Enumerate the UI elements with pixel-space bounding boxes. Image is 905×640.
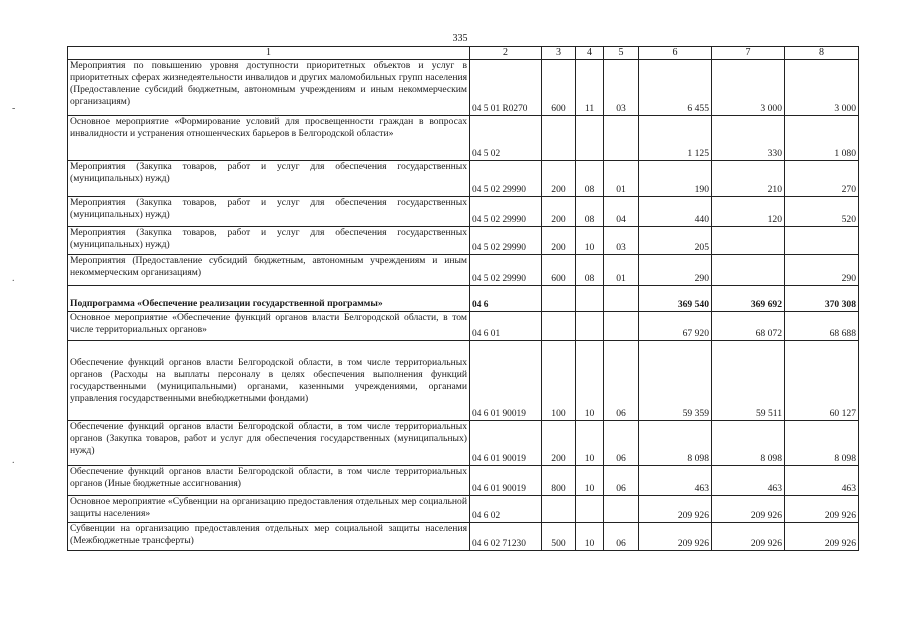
row-name: Субвенции на организацию предоставления отдельных мер социальной защиты населения (Межбюджетные трансферты) — [68, 523, 470, 551]
row-value-1: 209 926 — [639, 496, 712, 523]
row-value-1: 290 — [639, 255, 712, 286]
row-value-3: 209 926 — [785, 496, 859, 523]
row-pr: 06 — [604, 523, 639, 551]
row-rz: 08 — [576, 197, 604, 227]
row-name: Основное мероприятие «Формирование условий для просвещенности граждан в вопросах инвалидности и устранения отношенческих барьеров в Белгородской области» — [68, 116, 470, 161]
row-pr: 06 — [604, 421, 639, 466]
row-value-1: 463 — [639, 466, 712, 496]
table-row — [68, 466, 859, 496]
row-name: Мероприятия (Закупка товаров, работ и услуг для обеспечения государственных (муниципальных) нужд) — [68, 161, 470, 197]
row-value-3: 370 308 — [785, 286, 859, 312]
row-value-2: 210 — [712, 161, 785, 197]
table-row — [68, 421, 859, 466]
row-vr — [542, 116, 576, 161]
row-name: Обеспечение функций органов власти Белгородской области, в том числе территориальных органов (Расходы на выплаты персоналу в целях обеспечения выполнения функций государственными (муниципальными) органами, казенными учреждениями, органами управления государственными внебюджетными фондами) — [68, 341, 470, 421]
row-value-1: 1 125 — [639, 116, 712, 161]
row-vr: 200 — [542, 197, 576, 227]
row-vr: 200 — [542, 421, 576, 466]
header-col-3: 3 — [542, 47, 576, 60]
row-rz: 10 — [576, 466, 604, 496]
row-value-3: 8 098 — [785, 421, 859, 466]
row-vr: 600 — [542, 60, 576, 116]
row-value-1: 67 920 — [639, 312, 712, 341]
scan-mark: . — [12, 455, 15, 466]
row-pr — [604, 312, 639, 341]
row-code: 04 5 02 29990 — [470, 161, 542, 197]
row-rz — [576, 286, 604, 312]
row-value-2: 8 098 — [712, 421, 785, 466]
row-value-1: 190 — [639, 161, 712, 197]
row-value-2: 369 692 — [712, 286, 785, 312]
row-value-2: 463 — [712, 466, 785, 496]
table-row — [68, 116, 859, 161]
header-col-5: 5 — [604, 47, 639, 60]
row-value-1: 59 359 — [639, 341, 712, 421]
row-pr: 01 — [604, 161, 639, 197]
row-vr: 600 — [542, 255, 576, 286]
row-code: 04 5 01 R0270 — [470, 60, 542, 116]
row-code: 04 6 01 — [470, 312, 542, 341]
row-rz — [576, 116, 604, 161]
row-value-2: 330 — [712, 116, 785, 161]
row-value-1: 209 926 — [639, 523, 712, 551]
row-code: 04 6 01 90019 — [470, 341, 542, 421]
header-col-6: 6 — [639, 47, 712, 60]
row-value-2: 59 511 — [712, 341, 785, 421]
row-code: 04 6 — [470, 286, 542, 312]
row-rz: 11 — [576, 60, 604, 116]
row-pr: 04 — [604, 197, 639, 227]
row-name: Мероприятия (Предоставление субсидий бюджетным, автономным учреждениям и иным некоммерческим организациям) — [68, 255, 470, 286]
row-code: 04 5 02 29990 — [470, 255, 542, 286]
row-vr: 800 — [542, 466, 576, 496]
row-value-3: 60 127 — [785, 341, 859, 421]
row-value-1: 205 — [639, 227, 712, 255]
row-pr — [604, 116, 639, 161]
table-row — [68, 312, 859, 341]
row-rz — [576, 496, 604, 523]
table-row — [68, 161, 859, 197]
row-code: 04 6 02 71230 — [470, 523, 542, 551]
row-value-3: 463 — [785, 466, 859, 496]
row-value-3: 3 000 — [785, 60, 859, 116]
row-value-1: 440 — [639, 197, 712, 227]
row-code: 04 6 01 90019 — [470, 421, 542, 466]
row-vr: 200 — [542, 161, 576, 197]
row-value-3 — [785, 227, 859, 255]
row-vr: 200 — [542, 227, 576, 255]
table-row — [68, 496, 859, 523]
row-name: Основное мероприятие «Обеспечение функций органов власти Белгородской области, в том числе территориальных органов» — [68, 312, 470, 341]
row-pr: 06 — [604, 466, 639, 496]
header-col-4: 4 — [576, 47, 604, 60]
row-vr: 100 — [542, 341, 576, 421]
row-value-1: 8 098 — [639, 421, 712, 466]
row-pr — [604, 286, 639, 312]
table-row — [68, 341, 859, 421]
row-pr: 06 — [604, 341, 639, 421]
row-value-2: 3 000 — [712, 60, 785, 116]
row-code: 04 6 01 90019 — [470, 466, 542, 496]
row-value-3: 520 — [785, 197, 859, 227]
row-rz: 10 — [576, 523, 604, 551]
row-value-1: 6 455 — [639, 60, 712, 116]
row-name: Обеспечение функций органов власти Белгородской области, в том числе территориальных органов (Закупка товаров, работ и услуг для обеспечения государственных (муниципальных) нужд) — [68, 421, 470, 466]
table-row — [68, 255, 859, 286]
row-rz — [576, 312, 604, 341]
header-col-2: 2 — [470, 47, 542, 60]
row-rz: 10 — [576, 341, 604, 421]
row-code: 04 5 02 29990 — [470, 227, 542, 255]
row-value-3: 209 926 — [785, 523, 859, 551]
row-pr: 03 — [604, 227, 639, 255]
row-name: Мероприятия (Закупка товаров, работ и услуг для обеспечения государственных (муниципальных) нужд) — [68, 227, 470, 255]
row-pr — [604, 496, 639, 523]
row-vr — [542, 286, 576, 312]
row-vr: 500 — [542, 523, 576, 551]
row-vr — [542, 312, 576, 341]
row-name: Мероприятия (Закупка товаров, работ и услуг для обеспечения государственных (муниципальных) нужд) — [68, 197, 470, 227]
row-code: 04 5 02 — [470, 116, 542, 161]
row-value-3: 1 080 — [785, 116, 859, 161]
row-name: Основное мероприятие «Субвенции на организацию предоставления отдельных мер социальной защиты населения» — [68, 496, 470, 523]
row-value-3: 270 — [785, 161, 859, 197]
budget-table — [67, 46, 859, 551]
row-value-2: 120 — [712, 197, 785, 227]
row-code: 04 5 02 29990 — [470, 197, 542, 227]
header-col-1: 1 — [68, 47, 470, 60]
header-row — [68, 47, 859, 60]
row-pr: 01 — [604, 255, 639, 286]
row-value-3: 68 688 — [785, 312, 859, 341]
table-row — [68, 60, 859, 116]
row-code: 04 6 02 — [470, 496, 542, 523]
row-value-1: 369 540 — [639, 286, 712, 312]
row-rz: 10 — [576, 421, 604, 466]
scan-mark: - — [12, 103, 16, 114]
row-pr: 03 — [604, 60, 639, 116]
scan-mark: . — [12, 273, 15, 284]
row-value-2 — [712, 227, 785, 255]
row-value-3: 290 — [785, 255, 859, 286]
row-name: Мероприятия по повышению уровня доступности приоритетных объектов и услуг в приоритетных сферах жизнедеятельности инвалидов и других маломобильных групп населения (Предоставление субсидий бюджетным, автономным учреждениям и иным некоммерческим организациям) — [68, 60, 470, 116]
table-row — [68, 286, 859, 312]
row-vr — [542, 496, 576, 523]
row-rz: 08 — [576, 255, 604, 286]
row-name: Обеспечение функций органов власти Белгородской области, в том числе территориальных органов (Иные бюджетные ассигнования) — [68, 466, 470, 496]
row-value-2: 209 926 — [712, 496, 785, 523]
row-rz: 10 — [576, 227, 604, 255]
table-row — [68, 197, 859, 227]
table-row — [68, 227, 859, 255]
row-value-2 — [712, 255, 785, 286]
table-row — [68, 523, 859, 551]
header-col-7: 7 — [712, 47, 785, 60]
page-number: 335 — [452, 33, 468, 44]
row-name: Подпрограмма «Обеспечение реализации государственной программы» — [68, 286, 470, 312]
header-col-8: 8 — [785, 47, 859, 60]
row-value-2: 209 926 — [712, 523, 785, 551]
row-rz: 08 — [576, 161, 604, 197]
row-value-2: 68 072 — [712, 312, 785, 341]
